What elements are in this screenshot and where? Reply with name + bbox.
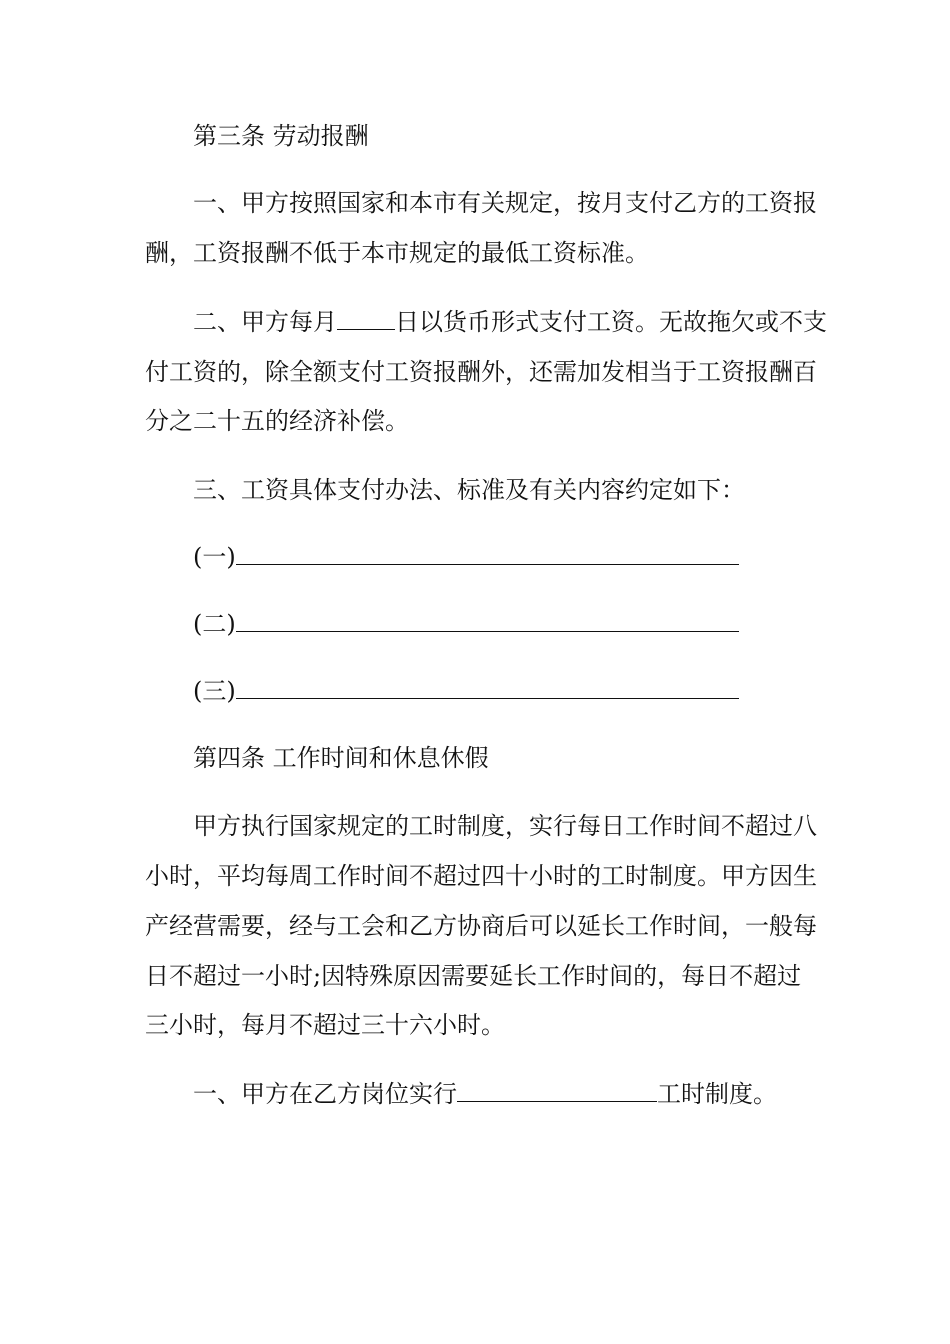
article-3-clause-2-line-2: 付工资的，除全额支付工资报酬外，还需加发相当于工资报酬百	[145, 358, 817, 386]
article-4-clause-1-prefix: 一、甲方在乙方岗位实行	[193, 1080, 457, 1108]
article-3-clause-2-line-3: 分之二十五的经济补偿。	[145, 407, 409, 435]
payment-item-2	[193, 608, 853, 640]
article-4-paragraph-line-3: 产经营需要，经与工会和乙方协商后可以延长工作时间，一般每	[145, 912, 817, 940]
payment-item-1-label: (一)	[193, 543, 236, 571]
article-3-clause-2-line-1	[193, 306, 853, 338]
article-4-clause-1-suffix: 工时制度。	[657, 1080, 777, 1108]
clause-2-prefix: 二、甲方每月	[193, 308, 337, 336]
article-4-heading: 第四条 工作时间和休息休假	[193, 744, 489, 772]
payment-item-3-blank	[236, 676, 739, 699]
payment-item-1-blank	[236, 542, 739, 565]
article-4-paragraph-line-5: 三小时，每月不超过三十六小时。	[145, 1011, 505, 1039]
payday-blank	[337, 307, 395, 330]
article-3-clause-1-line-2: 酬，工资报酬不低于本市规定的最低工资标准。	[145, 239, 649, 267]
article-4-clause-1	[193, 1078, 853, 1110]
article-4-paragraph-line-4: 日不超过一小时;因特殊原因需要延长工作时间的，每日不超过	[145, 962, 802, 990]
article-3-clause-3: 三、工资具体支付办法、标准及有关内容约定如下：	[193, 476, 745, 504]
clause-2-suffix: 日以货币形式支付工资。无故拖欠或不支	[395, 308, 827, 336]
article-4-paragraph-line-2: 小时，平均每周工作时间不超过四十小时的工时制度。甲方因生	[145, 862, 817, 890]
article-4-paragraph-line-1: 甲方执行国家规定的工时制度，实行每日工作时间不超过八	[193, 812, 817, 840]
work-hours-system-blank	[457, 1079, 657, 1102]
payment-item-1	[193, 541, 853, 573]
payment-item-3	[193, 675, 853, 707]
article-3-heading: 第三条 劳动报酬	[193, 122, 369, 150]
payment-item-3-label: (三)	[193, 677, 236, 705]
payment-item-2-blank	[236, 609, 739, 632]
payment-item-2-label: (二)	[193, 610, 236, 638]
article-3-clause-1-line-1: 一、甲方按照国家和本市有关规定，按月支付乙方的工资报	[193, 189, 817, 217]
